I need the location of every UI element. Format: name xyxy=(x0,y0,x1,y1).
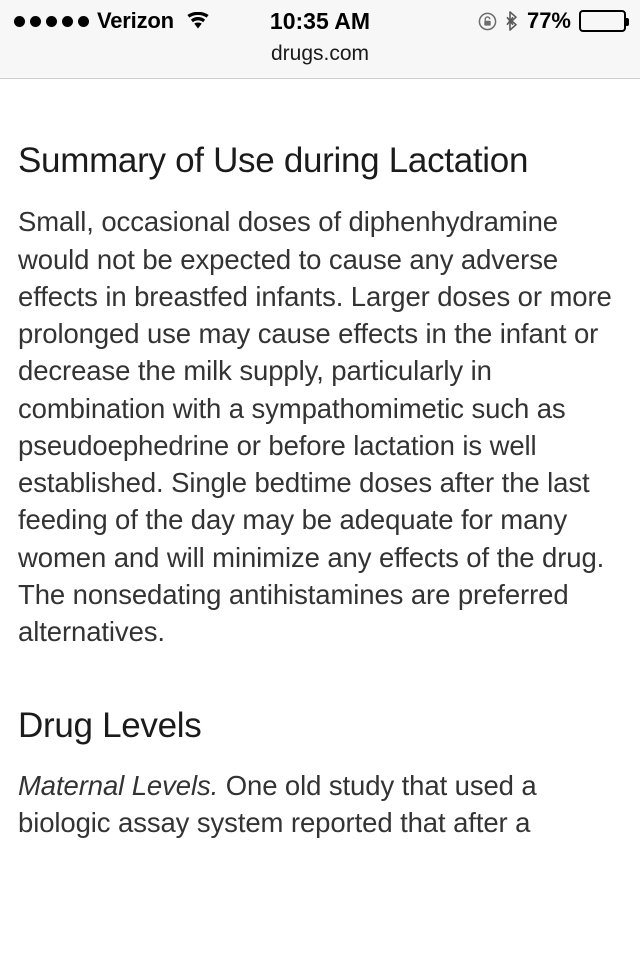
maternal-levels-label: Maternal Levels. xyxy=(18,769,219,801)
battery-icon xyxy=(579,10,626,32)
section-heading-drug-levels: Drug Levels xyxy=(18,706,202,746)
signal-dot xyxy=(78,16,89,27)
status-bar xyxy=(0,0,640,42)
maternal-levels-text: One old study that used a xyxy=(218,769,537,801)
wifi-icon xyxy=(186,12,210,30)
signal-dot xyxy=(30,16,41,27)
signal-dot xyxy=(62,16,73,27)
summary-paragraph: Small, occasional doses of diphenhydramine would not be expected to cause any adverse effects in breastfed infants. Larger doses or more prolonged use may cause effects in the infant or decrease the milk supply, particularly in combination with a sympathomimetic such as pseudoephedrine or before lactation is well established. Single bedtime doses after the last feeding of the day may be adequate for many women and will minimize any effects of the drug. The nonsedating antihistamines are preferred alternatives. xyxy=(18,206,612,647)
battery-percent-label: 77% xyxy=(526,8,571,33)
browser-page-title[interactable]: drugs.com xyxy=(0,42,640,79)
clipped-text-line: biologic assay system reported that after a xyxy=(18,806,531,838)
status-bar-right xyxy=(478,8,626,34)
rotation-lock-icon xyxy=(478,12,497,31)
article-content xyxy=(0,141,640,841)
signal-strength-dots xyxy=(14,16,89,27)
page-title: Summary of Use during Lactation xyxy=(18,141,529,180)
clock: 10:35 AM xyxy=(269,7,371,34)
drug-levels-paragraph xyxy=(18,767,622,842)
bluetooth-icon xyxy=(505,11,519,31)
signal-dot xyxy=(46,16,57,27)
status-bar-left xyxy=(14,8,210,34)
carrier-label: Verizon xyxy=(97,8,174,33)
signal-dot xyxy=(14,16,25,27)
